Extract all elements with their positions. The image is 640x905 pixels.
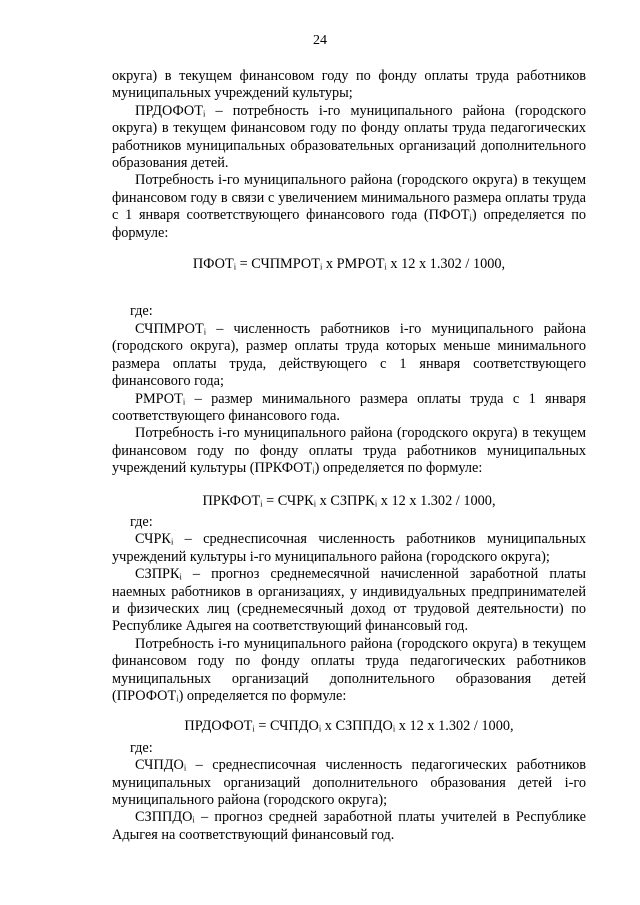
paragraph-profot-intro: Потребность i-го муниципального района (городского округа) в текущем финансовом году по фонду оплаты труда педагогических работников муниципальных организаций дополнительного образования детей (ПРОФОТᵢ) определяется по формуле: bbox=[112, 635, 586, 704]
paragraph-schrk-definition: СЧРКᵢ – среднесписочная численность работников муниципальных учреждений культуры i-го муниципального района (городского округа); bbox=[112, 531, 586, 565]
page-number: 24 bbox=[313, 33, 327, 48]
paragraph-prkfot-intro: Потребность i-го муниципального района (городского округа) в текущем финансовом году по фонду оплаты труда работников муниципальных учреждений культуры (ПРКФОТᵢ) определяется по формуле: bbox=[112, 425, 586, 477]
where-label: где: bbox=[130, 739, 153, 756]
paragraph-schpdo-definition: СЧПДОᵢ – среднесписочная численность педагогических работников муниципальных организаций дополнительного образования детей i-го муниципального района (городского округа); bbox=[112, 757, 586, 809]
paragraph-szprk-definition: СЗПРКᵢ – прогноз среднемесячной начисленной заработной платы наемных работников в организациях, у индивидуальных предпринимателей и физических лиц (среднемесячный доход от трудовой деятельности) по Республике Адыгея на соответствующий финансовый год. bbox=[112, 566, 586, 635]
where-label: где: bbox=[130, 303, 153, 320]
paragraph-prdofot-definition: ПРДОФОТᵢ – потребность i-го муниципального района (городского округа) в текущем финансовом году по фонду оплаты труда педагогических работников муниципальных образовательных организаций дополнительного образования детей. bbox=[112, 102, 586, 172]
paragraph-schpmrot-definition: СЧПМРОТᵢ – численность работников i-го муниципального района (городского округа), размер оплаты труда которых меньше минимального размера оплаты труда, действующего с 1 января соответствующего финансового года; bbox=[112, 320, 586, 390]
formula-pfot: ПФОТᵢ = СЧПМРОТᵢ х РМРОТᵢ х 12 х 1.302 / 1000, bbox=[192, 256, 506, 273]
where-label: где: bbox=[130, 513, 153, 530]
paragraph-pfot-intro: Потребность i-го муниципального района (городского округа) в текущем финансовом году в связи с увеличением минимального размера оплаты труда с 1 января соответствующего финансового года (ПФОТᵢ) определяется по формуле: bbox=[112, 172, 586, 241]
paragraph-szppdo-definition: СЗППДОᵢ – прогноз средней заработной платы учителей в Республике Адыгея на соответствующий финансовый год. bbox=[112, 809, 586, 843]
document-body bbox=[112, 68, 586, 844]
paragraph-continuation: округа) в текущем финансовом году по фонду оплаты труда работников муниципальных учреждений культуры; bbox=[112, 68, 586, 102]
formula-prkfot: ПРКФОТᵢ = СЧРКᵢ х СЗПРКᵢ х 12 х 1.302 / 1000, bbox=[202, 492, 496, 509]
paragraph-rmrot-definition: РМРОТᵢ – размер минимального размера оплаты труда с 1 января соответствующего финансового года. bbox=[112, 390, 586, 424]
formula-prdofot: ПРДОФОТᵢ = СЧПДОᵢ х СЗППДОᵢ х 12 х 1.302 / 1000, bbox=[184, 718, 514, 735]
